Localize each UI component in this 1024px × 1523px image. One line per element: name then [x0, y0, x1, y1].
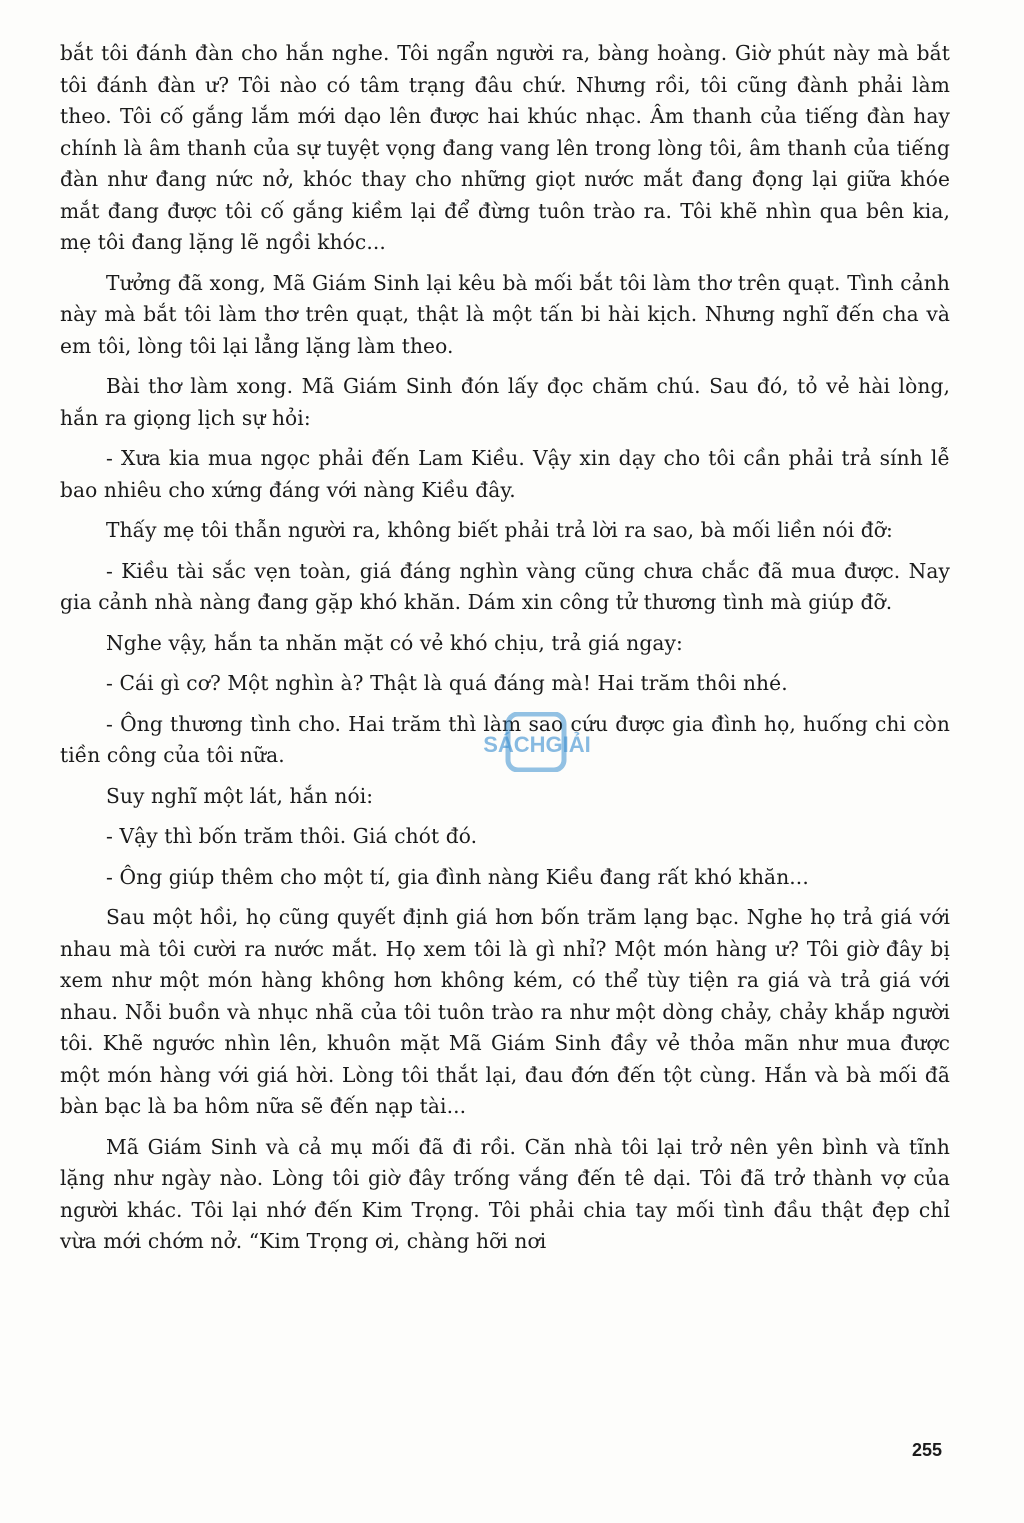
paragraph: - Kiều tài sắc vẹn toàn, giá đáng nghìn vàng cũng chưa chắc đã mua được. Nay gia cảnh nhà nàng đang gặp khó khăn. Dám xin công tử thương tình mà giúp đỡ.: [60, 558, 950, 614]
paragraph: Nghe vậy, hắn ta nhăn mặt có vẻ khó chịu, trả giá ngay:: [106, 630, 683, 655]
paragraph: Thấy mẹ tôi thẫn người ra, không biết phải trả lời ra sao, bà mối liền nói đỡ:: [106, 518, 893, 542]
paragraph: - Xưa kia mua ngọc phải đến Lam Kiều. Vậy xin dạy cho tôi cần phải trả sính lễ bao nhiêu cho xứng đáng với nàng Kiều đây.: [60, 446, 950, 502]
page-number: 255: [912, 1440, 943, 1460]
paragraph: - Ông giúp thêm cho một tí, gia đình nàng Kiều đang rất khó khăn...: [106, 864, 809, 889]
paragraph: Sau một hồi, họ cũng quyết định giá hơn bốn trăm lạng bạc. Nghe họ trả giá với nhau mà tôi cười ra nước mắt. Họ xem tôi là gì nhỉ? Một món hàng ư? Tôi giờ đây bị xem như một món hàng không hơn không kém, có thể tùy tiện ra giá và trả giá với nhau. Nỗi buồn và nhục nhã của tôi tuôn trào ra như một dòng chảy, chảy khắp người tôi. Khẽ ngước nhìn lên, khuôn mặt Mã Giám Sinh đầy vẻ thỏa mãn như mua được một món hàng với giá hời. Lòng tôi thắt lại, đau đớn đến tột cùng. Hắn và bà mối đã bàn bạc là ba hôm nữa sẽ đến nạp tài...: [60, 905, 950, 1118]
body-text: [60, 38, 950, 1267]
paragraph: - Vậy thì bốn trăm thôi. Giá chót đó.: [106, 824, 478, 848]
paragraph: - Cái gì cơ? Một nghìn à? Thật là quá đáng mà! Hai trăm thôi nhé.: [106, 671, 788, 695]
paragraph: Suy nghĩ một lát, hắn nói:: [106, 783, 374, 808]
paragraph: bắt tôi đánh đàn cho hắn nghe. Tôi ngẩn người ra, bàng hoàng. Giờ phút này mà bắt tôi đánh đàn ư? Tôi nào có tâm trạng đâu chứ. Nhưng rồi, tôi cũng đành phải làm theo. Tôi cố gắng lắm mới dạo lên được hai khúc nhạc. Âm thanh của tiếng đàn hay chính là âm thanh của sự tuyệt vọng đang vang lên trong lòng tôi, âm thanh của tiếng đàn như đang nức nở, khóc thay cho những giọt nước mắt đang đọng lại giữa khóe mắt đang được tôi cố gắng kiềm lại để đừng tuôn trào ra. Tôi khẽ nhìn qua bên kia, mẹ tôi đang lặng lẽ ngồi khóc...: [60, 41, 950, 254]
paragraph: Bài thơ làm xong. Mã Giám Sinh đón lấy đọc chăm chú. Sau đó, tỏ vẻ hài lòng, hắn ra giọng lịch sự hỏi:: [60, 374, 950, 430]
paragraph: - Ông thương tình cho. Hai trăm thì làm sao cứu được gia đình họ, huống chi còn tiền công của tôi nữa.: [60, 711, 950, 767]
svg-text:SÁCHGIẢI: SÁCHGIẢI: [483, 732, 591, 757]
paragraph: Tưởng đã xong, Mã Giám Sinh lại kêu bà mối bắt tôi làm thơ trên quạt. Tình cảnh này mà bắt tôi làm thơ trên quạt, thật là một tấn bi hài kịch. Nhưng nghĩ đến cha và em tôi, lòng tôi lại lẳng lặng làm theo.: [60, 270, 950, 358]
paragraph: Mã Giám Sinh và cả mụ mối đã đi rồi. Căn nhà tôi lại trở nên yên bình và tĩnh lặng như ngày nào. Lòng tôi giờ đây trống vắng đến tê dại. Tôi đã trở thành vợ của người khác. Tôi lại nhớ đến Kim Trọng. Tôi phải chia tay mối tình đầu thật đẹp chỉ vừa mới chớm nở. “Kim Trọng ơi, chàng hỡi nơi: [60, 1134, 950, 1253]
